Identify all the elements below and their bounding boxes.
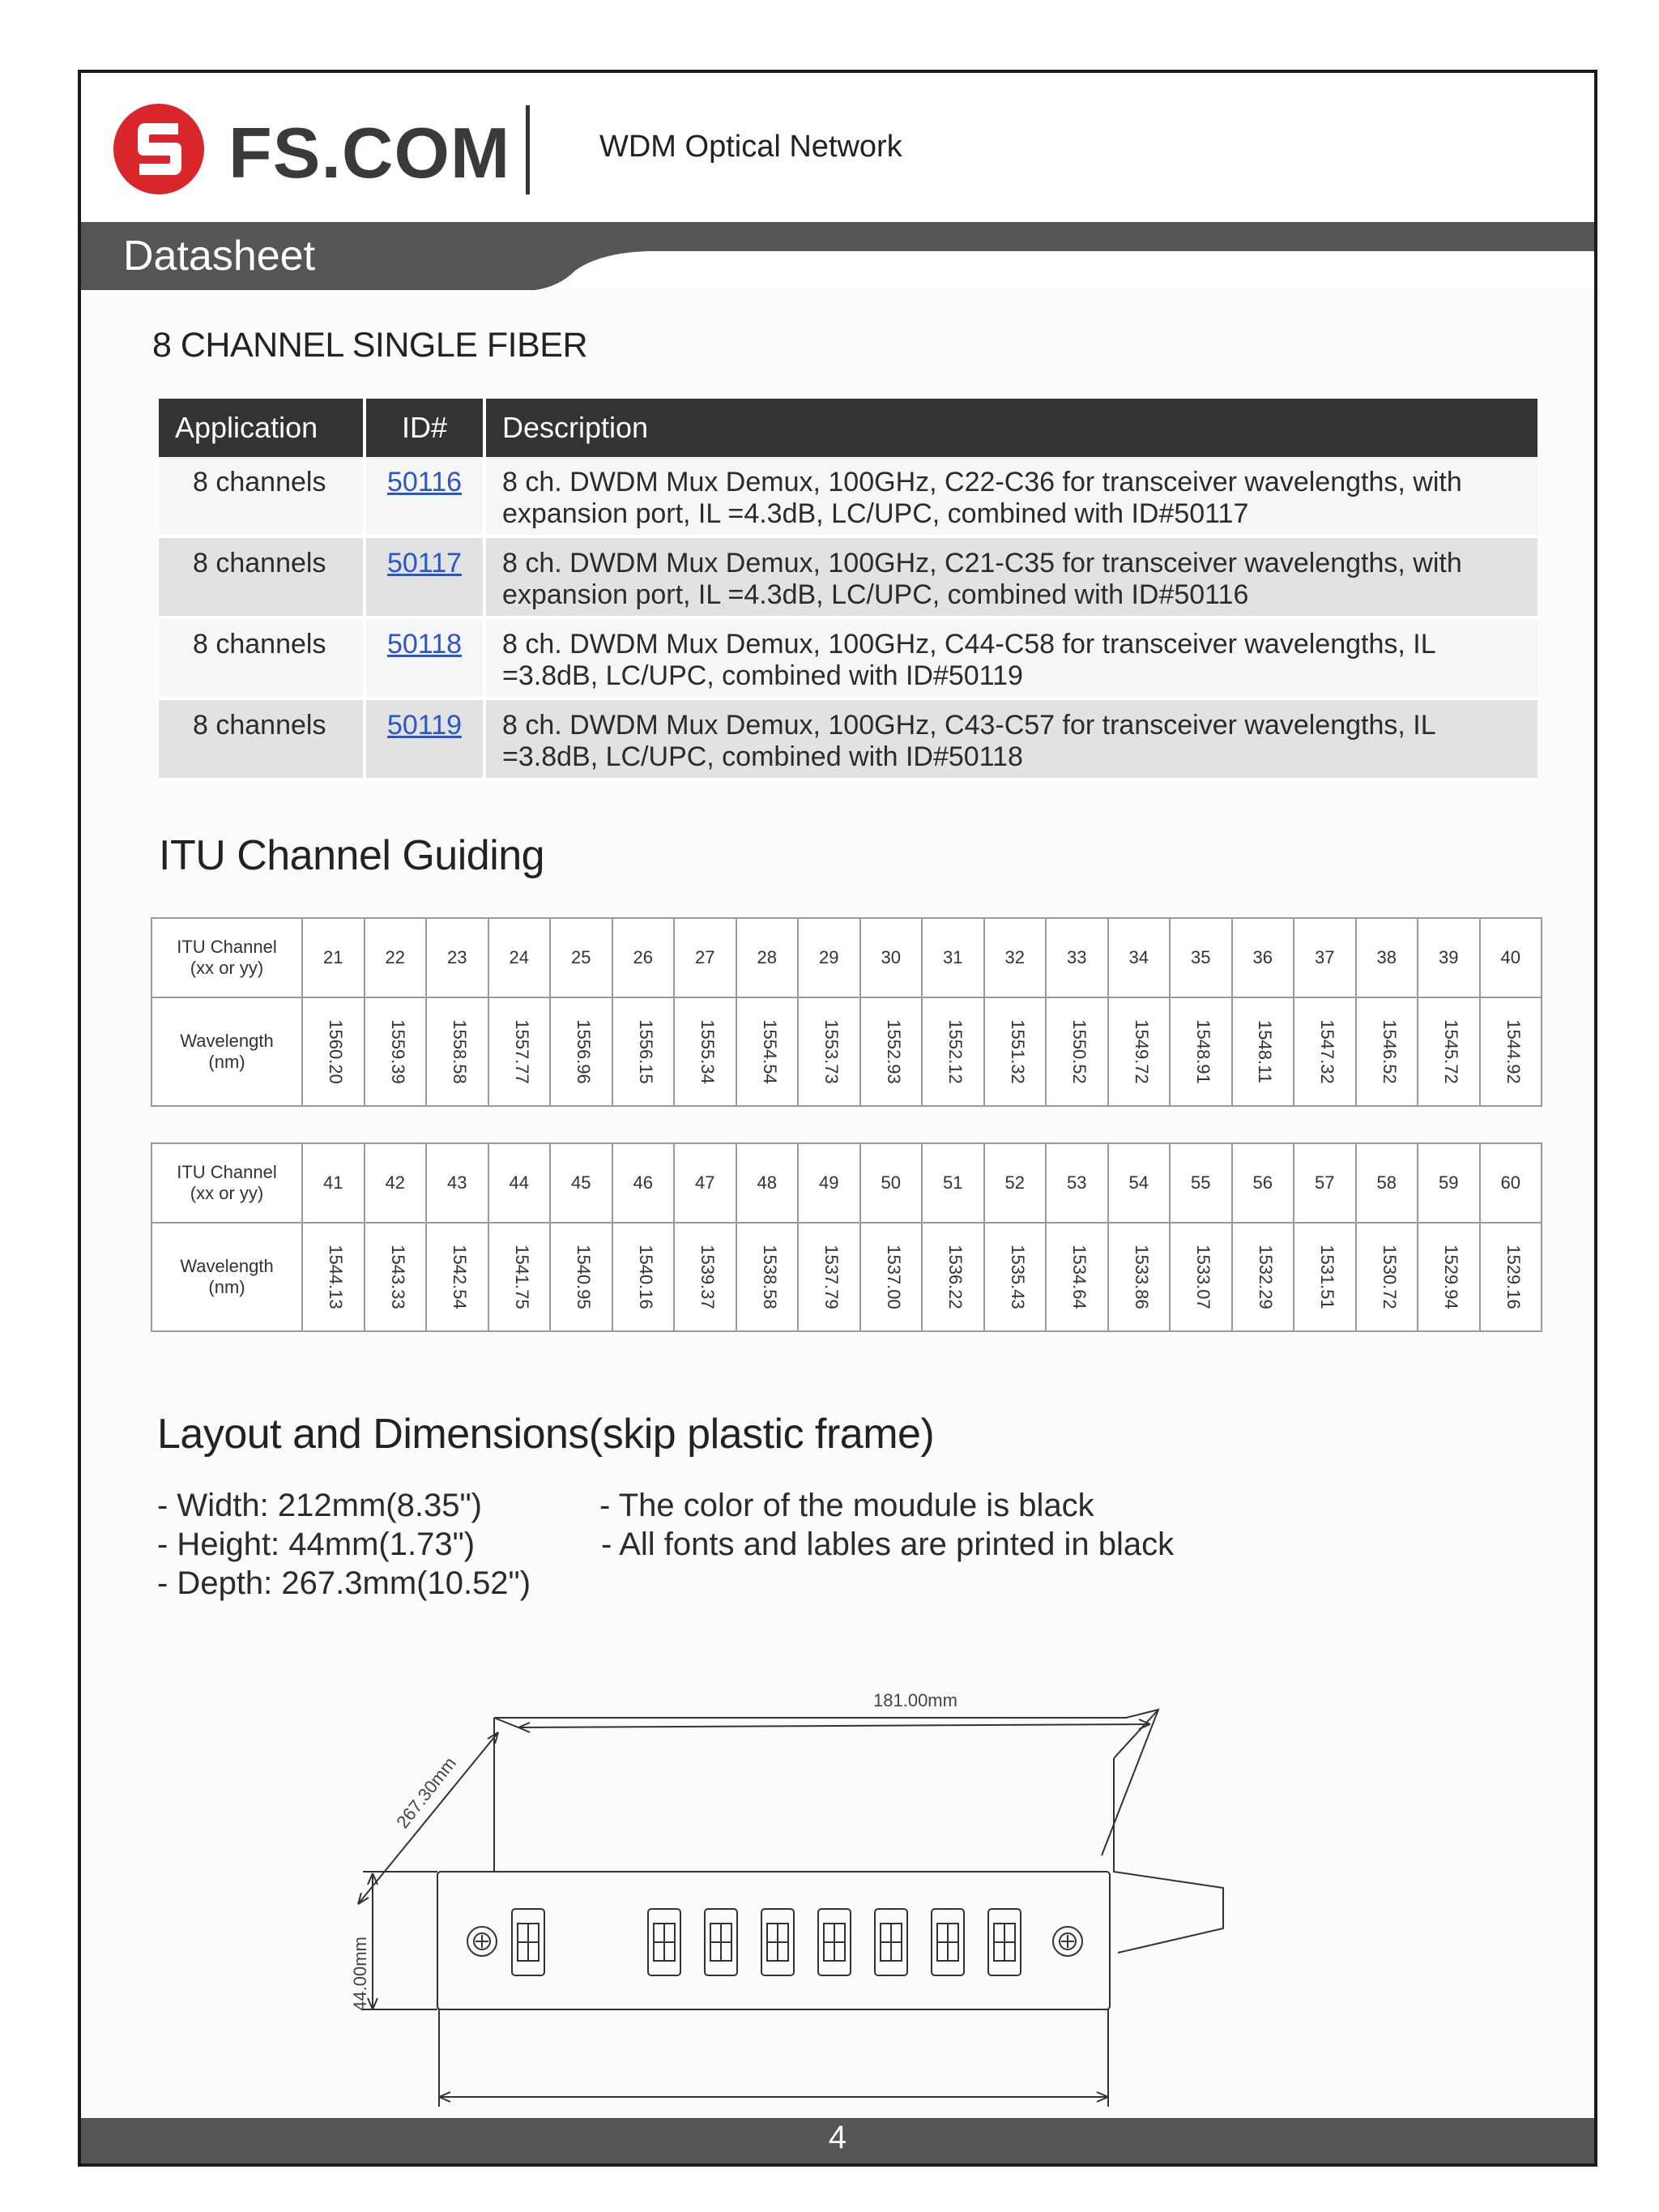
description-cell: 8 ch. DWDM Mux Demux, 100GHz, C44-C58 for transceiver wavelengths, IL =3.8dB, LC/UPC, combined with ID#50119 — [484, 617, 1537, 698]
channel-number-cell: 32 — [984, 918, 1047, 997]
channel-number-cell: 54 — [1108, 1143, 1171, 1223]
description-cell: 8 ch. DWDM Mux Demux, 100GHz, C43-C57 for transceiver wavelengths, IL =3.8dB, LC/UPC, combined with ID#50118 — [484, 698, 1537, 779]
channel-number-cell: 25 — [550, 918, 612, 997]
id-link[interactable]: 50119 — [386, 710, 463, 741]
application-cell: 8 channels — [159, 457, 365, 536]
wavelength-cell: 1535.43 — [984, 1223, 1047, 1331]
channel-number-cell: 27 — [674, 918, 736, 997]
wavelength-cell: 1534.64 — [1046, 1223, 1108, 1331]
channel-number-cell: 51 — [922, 1143, 984, 1223]
page-frame — [78, 70, 1597, 2167]
depth-dimension-label: 267.30mm — [392, 1753, 460, 1833]
column-header-application: Application — [159, 399, 365, 457]
channel-number-cell: 41 — [302, 1143, 365, 1223]
column-header-description: Description — [484, 399, 1537, 457]
wavelength-cell: 1529.16 — [1480, 1223, 1542, 1331]
wavelength-cell: 1551.32 — [984, 997, 1047, 1106]
wavelength-cell: 1542.54 — [426, 1223, 488, 1331]
wavelength-cell: 1541.75 — [488, 1223, 551, 1331]
wavelength-cell: 1558.58 — [426, 997, 488, 1106]
section-title-itu: ITU Channel Guiding — [159, 832, 545, 879]
lc-port-icon — [648, 1909, 680, 1975]
wavelength-cell: 1552.93 — [860, 997, 923, 1106]
description-cell: 8 ch. DWDM Mux Demux, 100GHz, C21-C35 for transceiver wavelengths, with expansion port, IL =4.3dB, LC/UPC, combined with ID#50116 — [484, 536, 1537, 617]
wavelength-cell: 1560.20 — [302, 997, 365, 1106]
channel-number-cell: 55 — [1170, 1143, 1232, 1223]
channel-number-cell: 29 — [798, 918, 860, 997]
wavelength-cell: 1529.94 — [1418, 1223, 1480, 1331]
lc-port-icon — [818, 1909, 851, 1975]
channel-number-cell: 46 — [612, 1143, 675, 1223]
width-spec: - Width: 212mm(8.35") — [157, 1488, 482, 1523]
channel-number-cell: 39 — [1418, 918, 1480, 997]
itu-channel-table-2 — [151, 1142, 1542, 1332]
top-dimension-label: 181.00mm — [873, 1690, 957, 1710]
channel-number-cell: 47 — [674, 1143, 736, 1223]
wavelength-cell: 1559.39 — [365, 997, 427, 1106]
wavelength-cell: 1537.00 — [860, 1223, 923, 1331]
wavelength-cell: 1554.54 — [736, 997, 799, 1106]
channel-number-cell: 33 — [1046, 918, 1108, 997]
lc-port-icon — [761, 1909, 794, 1975]
channel-number-cell: 21 — [302, 918, 365, 997]
channel-label: ITU Channel (xx or yy) — [151, 918, 302, 997]
wavelength-cell: 1540.16 — [612, 1223, 675, 1331]
channel-number-cell: 57 — [1294, 1143, 1356, 1223]
channel-number-cell: 24 — [488, 918, 551, 997]
wavelength-cell: 1532.29 — [1232, 1223, 1294, 1331]
channel-number-cell: 50 — [860, 1143, 923, 1223]
header-subtitle: WDM Optical Network — [599, 130, 902, 164]
wavelength-cell: 1548.91 — [1170, 997, 1232, 1106]
wavelength-cell: 1545.72 — [1418, 997, 1480, 1106]
wavelength-cell: 1552.12 — [922, 997, 984, 1106]
channel-number-cell: 49 — [798, 1143, 860, 1223]
column-header-id: ID# — [365, 399, 484, 457]
wavelength-cell: 1548.11 — [1232, 997, 1294, 1106]
application-cell: 8 channels — [159, 698, 365, 779]
itu-channel-table-1 — [151, 917, 1542, 1107]
wavelength-cell: 1550.52 — [1046, 997, 1108, 1106]
channel-number-cell: 40 — [1480, 918, 1542, 997]
channel-number-cell: 38 — [1356, 918, 1418, 997]
datasheet-title: Datasheet — [123, 233, 316, 280]
wavelength-label: Wavelength (nm) — [151, 997, 302, 1106]
wavelength-label: Wavelength (nm) — [151, 1223, 302, 1331]
wavelength-cell: 1537.79 — [798, 1223, 860, 1331]
wavelength-cell: 1553.73 — [798, 997, 860, 1106]
brand-name: FS.COM — [228, 113, 511, 193]
depth-spec: - Depth: 267.3mm(10.52") — [157, 1565, 531, 1601]
wavelength-cell: 1533.86 — [1108, 1223, 1171, 1331]
height-dimension-label: 44.00mm — [350, 1937, 370, 2011]
wavelength-cell: 1538.58 — [736, 1223, 799, 1331]
application-cell: 8 channels — [159, 536, 365, 617]
fs-logo-icon — [113, 104, 204, 194]
wavelength-cell: 1549.72 — [1108, 997, 1171, 1106]
table-row — [159, 698, 1537, 779]
wavelength-cell: 1539.37 — [674, 1223, 736, 1331]
wavelength-cell: 1540.95 — [550, 1223, 612, 1331]
wavelength-cell: 1547.32 — [1294, 997, 1356, 1106]
wavelength-cell: 1536.22 — [922, 1223, 984, 1331]
section-title-8-channel: 8 CHANNEL SINGLE FIBER — [152, 326, 587, 365]
channel-number-cell: 26 — [612, 918, 675, 997]
id-link[interactable]: 50118 — [386, 629, 463, 660]
channel-number-cell: 45 — [550, 1143, 612, 1223]
channel-number-cell: 53 — [1046, 1143, 1108, 1223]
lc-port-icon — [988, 1909, 1021, 1975]
channel-number-cell: 44 — [488, 1143, 551, 1223]
channel-number-cell: 28 — [736, 918, 799, 997]
wavelength-cell: 1533.07 — [1170, 1223, 1232, 1331]
wavelength-cell: 1556.15 — [612, 997, 675, 1106]
description-cell: 8 ch. DWDM Mux Demux, 100GHz, C22-C36 for transceiver wavelengths, with expansion port, IL =4.3dB, LC/UPC, combined with ID#50117 — [484, 457, 1537, 536]
wavelength-cell: 1557.77 — [488, 997, 551, 1106]
channel-label: ITU Channel (xx or yy) — [151, 1143, 302, 1223]
height-spec: - Height: 44mm(1.73") — [157, 1527, 476, 1562]
channel-number-cell: 30 — [860, 918, 923, 997]
channel-number-cell: 48 — [736, 1143, 799, 1223]
module-dimension-drawing — [340, 1669, 1312, 2167]
application-cell: 8 channels — [159, 617, 365, 698]
wavelength-cell: 1544.92 — [1480, 997, 1542, 1106]
channel-number-cell: 58 — [1356, 1143, 1418, 1223]
fonts-note: - All fonts and lables are printed in black — [601, 1527, 1175, 1562]
wavelength-cell: 1543.33 — [365, 1223, 427, 1331]
channel-number-cell: 37 — [1294, 918, 1356, 997]
channel-number-cell: 56 — [1232, 1143, 1294, 1223]
wavelength-cell: 1531.51 — [1294, 1223, 1356, 1331]
color-note: - The color of the moudule is black — [599, 1488, 1094, 1523]
channel-number-cell: 36 — [1232, 918, 1294, 997]
header-divider — [526, 105, 530, 194]
wavelength-cell: 1544.13 — [302, 1223, 365, 1331]
wavelength-cell: 1556.96 — [550, 997, 612, 1106]
application-table — [159, 399, 1537, 781]
lc-port-icon — [705, 1909, 737, 1975]
lc-port-icon — [512, 1909, 544, 1975]
channel-number-cell: 52 — [984, 1143, 1047, 1223]
channel-number-cell: 59 — [1418, 1143, 1480, 1223]
channel-number-cell: 35 — [1170, 918, 1232, 997]
page-number: 4 — [828, 2120, 847, 2155]
table-row — [159, 617, 1537, 698]
channel-number-cell: 60 — [1480, 1143, 1542, 1223]
table-row — [159, 457, 1537, 536]
channel-number-cell: 34 — [1108, 918, 1171, 997]
channel-number-cell: 22 — [365, 918, 427, 997]
channel-number-cell: 31 — [922, 918, 984, 997]
wavelength-cell: 1546.52 — [1356, 997, 1418, 1106]
id-link[interactable]: 50117 — [386, 548, 463, 579]
section-title-layout: Layout and Dimensions(skip plastic frame) — [157, 1411, 935, 1458]
channel-number-cell: 42 — [365, 1143, 427, 1223]
wavelength-cell: 1555.34 — [674, 997, 736, 1106]
id-link[interactable]: 50116 — [386, 467, 463, 497]
wavelength-cell: 1530.72 — [1356, 1223, 1418, 1331]
channel-number-cell: 43 — [426, 1143, 488, 1223]
channel-number-cell: 23 — [426, 918, 488, 997]
table-row — [159, 536, 1537, 617]
lc-port-icon — [932, 1909, 964, 1975]
lc-port-icon — [875, 1909, 907, 1975]
